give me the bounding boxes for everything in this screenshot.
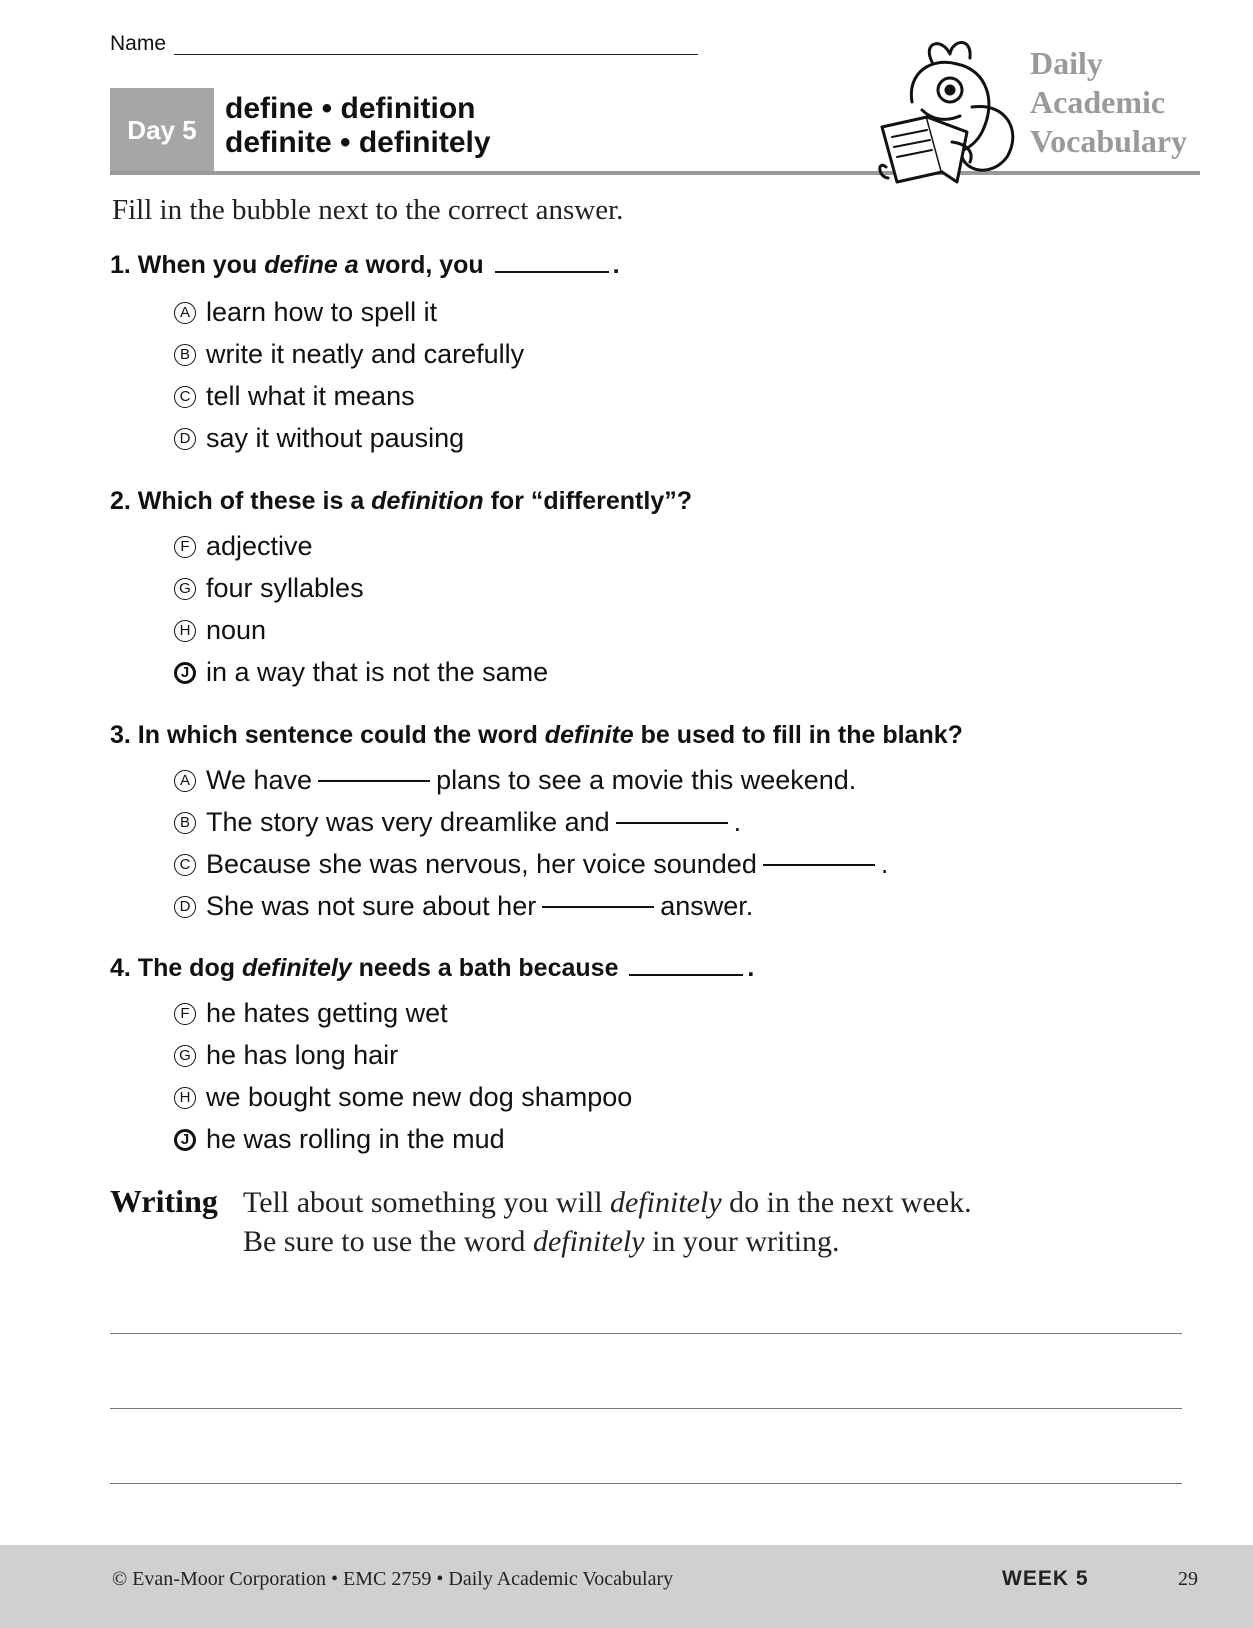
- option-text: answer.: [660, 891, 754, 921]
- option-2j[interactable]: [174, 657, 548, 688]
- option-4g[interactable]: [174, 1040, 398, 1071]
- question-text: 1. When you: [110, 251, 265, 279]
- page-number: 29: [1178, 1568, 1198, 1590]
- sentence-blank: [318, 779, 430, 782]
- option-text: learn how to spell it: [206, 297, 438, 327]
- answer-bubble[interactable]: J: [174, 662, 196, 684]
- writing-label: Writing: [110, 1183, 218, 1219]
- option-text: She was not sure about her: [206, 891, 537, 921]
- question-keyword: definite: [544, 721, 634, 749]
- option-2g[interactable]: [174, 573, 364, 604]
- answer-blank: [629, 973, 743, 976]
- question-keyword: define a: [264, 251, 359, 279]
- option-text: tell what it means: [206, 381, 415, 411]
- question-text: .: [612, 251, 620, 279]
- writing-line-1[interactable]: [110, 1333, 1182, 1334]
- option-text: he has long hair: [206, 1040, 399, 1070]
- header-divider: [110, 171, 1200, 175]
- answer-bubble[interactable]: C: [174, 854, 196, 876]
- question-2: [110, 487, 692, 516]
- brand-line3: Vocabulary: [1030, 123, 1188, 159]
- option-text: .: [880, 849, 889, 879]
- option-text: plans to see a movie this weekend.: [436, 765, 857, 795]
- sentence-blank: [542, 905, 654, 908]
- question-text: be used to fill in the blank?: [633, 721, 963, 749]
- question-text: 3. In which sentence could the word: [110, 721, 545, 749]
- question-3: [110, 721, 963, 750]
- option-4f[interactable]: [174, 998, 448, 1029]
- option-3c[interactable]: [174, 849, 888, 880]
- option-text: .: [733, 807, 742, 837]
- option-1d[interactable]: [174, 423, 464, 454]
- prompt-keyword: definitely: [532, 1225, 645, 1258]
- day-badge: Day 5: [110, 88, 214, 172]
- prompt-text: do in the next week.: [721, 1186, 972, 1219]
- option-3b[interactable]: [174, 807, 741, 838]
- option-2h[interactable]: [174, 615, 266, 646]
- name-field-line[interactable]: [174, 54, 698, 55]
- brand-line2: Academic: [1030, 84, 1166, 120]
- footer-copyright: © Evan-Moor Corporation • EMC 2759 • Daily Academic Vocabulary: [112, 1568, 674, 1590]
- prompt-text: Tell about something you will: [243, 1186, 611, 1219]
- answer-bubble[interactable]: A: [174, 302, 196, 324]
- question-4: [110, 954, 754, 983]
- brand-line1: Daily: [1030, 45, 1103, 81]
- question-text: 2. Which of these is a: [110, 487, 372, 515]
- answer-bubble[interactable]: C: [174, 386, 196, 408]
- vocabulary-words-line1: define • definition: [225, 92, 476, 125]
- answer-bubble[interactable]: D: [174, 896, 196, 918]
- vocabulary-words-line2: definite • definitely: [225, 126, 491, 159]
- option-4h[interactable]: [174, 1082, 632, 1113]
- instructions: Fill in the bubble next to the correct answer.: [112, 194, 624, 226]
- prompt-text: Be sure to use the word: [243, 1225, 533, 1258]
- answer-bubble[interactable]: F: [174, 1003, 196, 1025]
- option-1a[interactable]: [174, 297, 437, 328]
- answer-blank: [495, 270, 609, 273]
- prompt-text: in your writing.: [644, 1225, 840, 1258]
- option-text: say it without pausing: [206, 423, 465, 453]
- answer-bubble[interactable]: F: [174, 536, 196, 558]
- answer-bubble[interactable]: B: [174, 812, 196, 834]
- answer-bubble[interactable]: D: [174, 428, 196, 450]
- answer-bubble[interactable]: B: [174, 344, 196, 366]
- question-text: needs a bath because: [351, 954, 626, 982]
- option-1c[interactable]: [174, 381, 415, 412]
- owl-reading-book-icon: [872, 32, 1032, 192]
- writing-prompt-line2: [243, 1222, 972, 1261]
- option-4j[interactable]: [174, 1124, 505, 1155]
- option-3d[interactable]: [174, 891, 753, 922]
- sentence-blank: [616, 821, 728, 824]
- option-text: he was rolling in the mud: [206, 1124, 505, 1154]
- answer-bubble[interactable]: G: [174, 1045, 196, 1067]
- option-1b[interactable]: [174, 339, 524, 370]
- option-text: The story was very dreamlike and: [206, 807, 610, 837]
- option-text: we bought some new dog shampoo: [206, 1082, 633, 1112]
- question-text: .: [747, 954, 755, 982]
- question-keyword: definition: [371, 487, 484, 515]
- option-text: he hates getting wet: [206, 998, 448, 1028]
- question-text: 4. The dog: [110, 954, 242, 982]
- name-label: Name: [110, 32, 167, 55]
- question-text: word, you: [358, 251, 491, 279]
- prompt-keyword: definitely: [610, 1186, 722, 1219]
- answer-bubble[interactable]: G: [174, 578, 196, 600]
- writing-line-2[interactable]: [110, 1408, 1182, 1409]
- option-text: write it neatly and carefully: [206, 339, 525, 369]
- vocabulary-words: [225, 92, 491, 160]
- question-text: for “differently”?: [483, 487, 692, 515]
- option-text: four syllables: [206, 573, 364, 603]
- writing-prompt-line1: [243, 1183, 972, 1222]
- answer-bubble[interactable]: A: [174, 770, 196, 792]
- option-text: noun: [206, 615, 267, 645]
- answer-bubble[interactable]: H: [174, 1087, 196, 1109]
- option-text: Because she was nervous, her voice sounded: [206, 849, 757, 879]
- option-text: We have: [206, 765, 313, 795]
- answer-bubble[interactable]: H: [174, 620, 196, 642]
- writing-line-3[interactable]: [110, 1483, 1182, 1484]
- writing-prompt: [243, 1183, 972, 1261]
- question-keyword: definitely: [241, 954, 352, 982]
- sentence-blank: [763, 863, 875, 866]
- series-brand: [1030, 44, 1187, 161]
- question-1: [110, 251, 620, 280]
- option-2f[interactable]: [174, 531, 313, 562]
- option-3a[interactable]: [174, 765, 856, 796]
- footer-week: WEEK 5: [1002, 1567, 1089, 1590]
- answer-bubble[interactable]: J: [174, 1129, 196, 1151]
- option-text: in a way that is not the same: [206, 657, 549, 687]
- option-text: adjective: [206, 531, 313, 561]
